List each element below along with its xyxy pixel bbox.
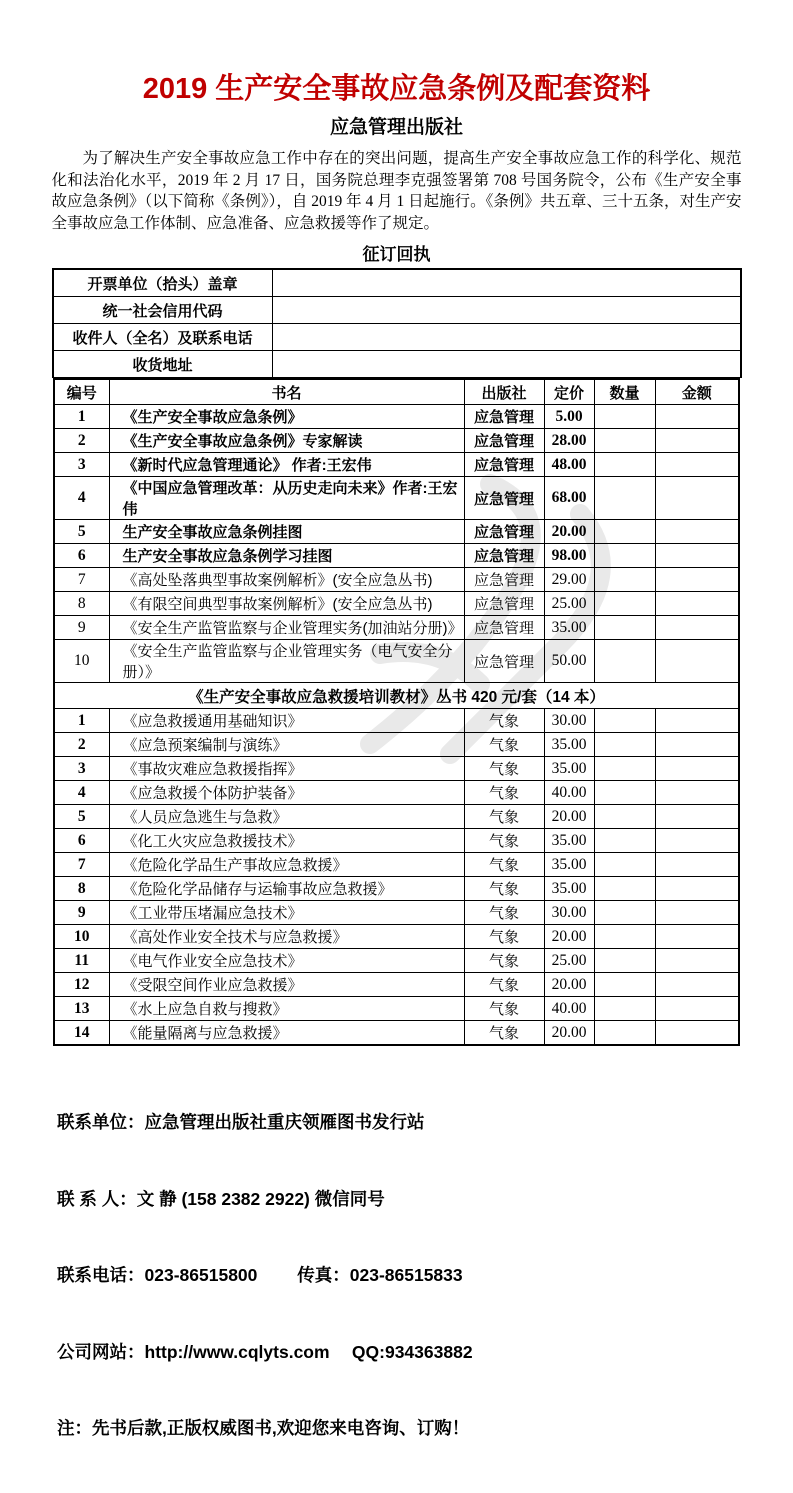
price-cell: 35.00 bbox=[544, 853, 594, 877]
book-row bbox=[54, 877, 739, 901]
contact-person-line: 联 系 人：文 静 (158 2382 2922) 微信同号 bbox=[57, 1188, 385, 1209]
row-number-cell: 11 bbox=[54, 949, 109, 973]
info-label-invoice-unit: 开票单位（拾头）盖章 bbox=[53, 269, 273, 297]
book-row bbox=[54, 616, 739, 640]
publisher-cell: 气象 bbox=[464, 757, 544, 781]
amount-cell bbox=[655, 997, 739, 1021]
book-title-cell: 《高处作业安全技术与应急救援》 bbox=[109, 925, 464, 949]
book-title-cell: 《水上应急自救与搜救》 bbox=[109, 997, 464, 1021]
row-number-cell: 1 bbox=[54, 709, 109, 733]
row-number-cell: 10 bbox=[54, 640, 109, 683]
row-number-cell: 2 bbox=[54, 429, 109, 453]
price-cell: 48.00 bbox=[544, 453, 594, 477]
price-cell: 35.00 bbox=[544, 733, 594, 757]
quantity-cell bbox=[594, 1021, 655, 1046]
publisher-cell: 气象 bbox=[464, 997, 544, 1021]
publisher-cell: 应急管理 bbox=[464, 544, 544, 568]
book-title-cell: 《能量隔离与应急救援》 bbox=[109, 1021, 464, 1046]
book-row bbox=[54, 592, 739, 616]
publisher-cell: 气象 bbox=[464, 1021, 544, 1046]
row-number-cell: 6 bbox=[54, 544, 109, 568]
column-header-amount: 金额 bbox=[655, 379, 739, 405]
info-row bbox=[53, 297, 741, 324]
row-number-cell: 5 bbox=[54, 520, 109, 544]
price-cell: 20.00 bbox=[544, 973, 594, 997]
column-header-title: 书名 bbox=[109, 379, 464, 405]
publisher-cell: 气象 bbox=[464, 709, 544, 733]
amount-cell bbox=[655, 592, 739, 616]
row-number-cell: 1 bbox=[54, 405, 109, 429]
amount-cell bbox=[655, 949, 739, 973]
book-title-cell: 《安全生产监管监察与企业管理实务（电气安全分册）》 bbox=[109, 640, 464, 683]
quantity-cell bbox=[594, 925, 655, 949]
amount-cell bbox=[655, 733, 739, 757]
column-header-number: 编号 bbox=[54, 379, 109, 405]
publisher-cell: 应急管理 bbox=[464, 405, 544, 429]
contact-note-line: 注：先书后款,正版权威图书,欢迎您来电咨询、订购！ bbox=[57, 1418, 470, 1439]
contact-block bbox=[57, 1059, 793, 1493]
row-number-cell: 8 bbox=[54, 877, 109, 901]
price-cell: 30.00 bbox=[544, 901, 594, 925]
quantity-cell bbox=[594, 592, 655, 616]
row-number-cell: 12 bbox=[54, 973, 109, 997]
amount-cell bbox=[655, 616, 739, 640]
column-header-publisher: 出版社 bbox=[464, 379, 544, 405]
amount-cell bbox=[655, 544, 739, 568]
quantity-cell bbox=[594, 949, 655, 973]
amount-cell bbox=[655, 805, 739, 829]
book-row bbox=[54, 520, 739, 544]
quantity-cell bbox=[594, 568, 655, 592]
amount-cell bbox=[655, 520, 739, 544]
row-number-cell: 4 bbox=[54, 781, 109, 805]
publisher-cell: 气象 bbox=[464, 901, 544, 925]
book-row bbox=[54, 829, 739, 853]
book-row bbox=[54, 781, 739, 805]
book-title-cell: 《危险化学品生产事故应急救援》 bbox=[109, 853, 464, 877]
amount-cell bbox=[655, 757, 739, 781]
book-table bbox=[53, 378, 740, 1046]
publisher-cell: 应急管理 bbox=[464, 520, 544, 544]
price-cell: 20.00 bbox=[544, 520, 594, 544]
row-number-cell: 13 bbox=[54, 997, 109, 1021]
publisher-cell: 气象 bbox=[464, 949, 544, 973]
intro-paragraph: 为了解决生产安全事故应急工作中存在的突出问题，提高生产安全事故应急工作的科学化、规范化和法治化水平，2019 年 2 月 17 日，国务院总理李克强签署第 708 号国务院令，公布《生产安全事故应急条例》（以下简称《条例》），自 2019 年 4 月 1 日起施行。《条例》共五章、三十五条，对生产安全事故应急工作体制、应急准备、应急救援等作了规定。 bbox=[51, 149, 742, 233]
row-number-cell: 10 bbox=[54, 925, 109, 949]
price-cell: 25.00 bbox=[544, 949, 594, 973]
publisher-cell: 应急管理 bbox=[464, 477, 544, 520]
book-row bbox=[54, 757, 739, 781]
price-cell: 35.00 bbox=[544, 757, 594, 781]
publisher-cell: 气象 bbox=[464, 853, 544, 877]
publisher-cell: 应急管理 bbox=[464, 568, 544, 592]
amount-cell bbox=[655, 901, 739, 925]
book-row bbox=[54, 901, 739, 925]
quantity-cell bbox=[594, 901, 655, 925]
book-row bbox=[54, 853, 739, 877]
book-row bbox=[54, 949, 739, 973]
book-title-cell: 《电气作业安全应急技术》 bbox=[109, 949, 464, 973]
book-title-cell: 《新时代应急管理通论》 作者:王宏伟 bbox=[109, 453, 464, 477]
amount-cell bbox=[655, 405, 739, 429]
quantity-cell bbox=[594, 997, 655, 1021]
book-title-cell: 《应急救援个体防护装备》 bbox=[109, 781, 464, 805]
book-row bbox=[54, 1021, 739, 1046]
price-cell: 5.00 bbox=[544, 405, 594, 429]
price-cell: 50.00 bbox=[544, 640, 594, 683]
amount-cell bbox=[655, 925, 739, 949]
price-cell: 20.00 bbox=[544, 1021, 594, 1046]
quantity-cell bbox=[594, 520, 655, 544]
contact-phone-line: 联系电话：023-86515800 传真：023-86515833 bbox=[57, 1265, 463, 1286]
book-title-cell: 《有限空间典型事故案例解析》(安全应急丛书) bbox=[109, 592, 464, 616]
publisher-cell: 气象 bbox=[464, 877, 544, 901]
book-title-cell: 《高处坠落典型事故案例解析》(安全应急丛书) bbox=[109, 568, 464, 592]
publisher-cell: 气象 bbox=[464, 925, 544, 949]
book-table-section-divider bbox=[54, 683, 739, 709]
column-header-price: 定价 bbox=[544, 379, 594, 405]
quantity-cell bbox=[594, 640, 655, 683]
row-number-cell: 3 bbox=[54, 453, 109, 477]
column-header-quantity: 数量 bbox=[594, 379, 655, 405]
book-title-cell: 《生产安全事故应急条例》专家解读 bbox=[109, 429, 464, 453]
price-cell: 30.00 bbox=[544, 709, 594, 733]
row-number-cell: 4 bbox=[54, 477, 109, 520]
amount-cell bbox=[655, 1021, 739, 1046]
book-row bbox=[54, 709, 739, 733]
book-table-section1 bbox=[54, 405, 739, 683]
row-number-cell: 8 bbox=[54, 592, 109, 616]
price-cell: 35.00 bbox=[544, 616, 594, 640]
info-row bbox=[53, 324, 741, 351]
publisher-cell: 气象 bbox=[464, 733, 544, 757]
quantity-cell bbox=[594, 733, 655, 757]
row-number-cell: 7 bbox=[54, 853, 109, 877]
quantity-cell bbox=[594, 616, 655, 640]
publisher-cell: 应急管理 bbox=[464, 453, 544, 477]
book-title-cell: 《受限空间作业应急救援》 bbox=[109, 973, 464, 997]
publisher-cell: 应急管理 bbox=[464, 640, 544, 683]
amount-cell bbox=[655, 453, 739, 477]
price-cell: 28.00 bbox=[544, 429, 594, 453]
info-value-invoice-unit bbox=[272, 269, 741, 297]
series-header-row bbox=[54, 683, 739, 709]
book-title-cell: 《安全生产监管监察与企业管理实务(加油站分册)》 bbox=[109, 616, 464, 640]
order-info-table bbox=[52, 268, 742, 378]
book-title-cell: 生产安全事故应急条例挂图 bbox=[109, 520, 464, 544]
publisher-cell: 应急管理 bbox=[464, 592, 544, 616]
price-cell: 98.00 bbox=[544, 544, 594, 568]
book-row bbox=[54, 453, 739, 477]
amount-cell bbox=[655, 877, 739, 901]
amount-cell bbox=[655, 709, 739, 733]
publisher-cell: 应急管理 bbox=[464, 429, 544, 453]
amount-cell bbox=[655, 781, 739, 805]
book-title-cell: 《工业带压堵漏应急技术》 bbox=[109, 901, 464, 925]
info-value-address bbox=[272, 351, 741, 378]
quantity-cell bbox=[594, 709, 655, 733]
book-row bbox=[54, 925, 739, 949]
info-label-credit-code: 统一社会信用代码 bbox=[53, 297, 273, 324]
page-title: 2019 生产安全事故应急条例及配套资料 bbox=[142, 73, 651, 105]
book-title-cell: 生产安全事故应急条例学习挂图 bbox=[109, 544, 464, 568]
quantity-cell bbox=[594, 829, 655, 853]
publisher-cell: 气象 bbox=[464, 829, 544, 853]
quantity-cell bbox=[594, 429, 655, 453]
book-title-cell: 《生产安全事故应急条例》 bbox=[109, 405, 464, 429]
price-cell: 25.00 bbox=[544, 592, 594, 616]
quantity-cell bbox=[594, 973, 655, 997]
book-row bbox=[54, 805, 739, 829]
quantity-cell bbox=[594, 453, 655, 477]
book-row bbox=[54, 405, 739, 429]
row-number-cell: 7 bbox=[54, 568, 109, 592]
quantity-cell bbox=[594, 805, 655, 829]
quantity-cell bbox=[594, 544, 655, 568]
book-title-cell: 《应急救援通用基础知识》 bbox=[109, 709, 464, 733]
form-title: 征订回执 bbox=[362, 245, 431, 265]
amount-cell bbox=[655, 640, 739, 683]
book-row bbox=[54, 544, 739, 568]
info-label-recipient: 收件人（全名）及联系电话 bbox=[53, 324, 273, 351]
quantity-cell bbox=[594, 757, 655, 781]
info-value-recipient bbox=[272, 324, 741, 351]
price-cell: 29.00 bbox=[544, 568, 594, 592]
book-title-cell: 《化工火灾应急救援技术》 bbox=[109, 829, 464, 853]
book-row bbox=[54, 640, 739, 683]
quantity-cell bbox=[594, 781, 655, 805]
quantity-cell bbox=[594, 853, 655, 877]
amount-cell bbox=[655, 568, 739, 592]
quantity-cell bbox=[594, 405, 655, 429]
book-table-header-row bbox=[54, 379, 739, 405]
contact-website-line: 公司网站：http://www.cqlyts.com QQ:934363882 bbox=[57, 1341, 473, 1362]
contact-unit-line: 联系单位：应急管理出版社重庆领雁图书发行站 bbox=[57, 1112, 425, 1133]
row-number-cell: 14 bbox=[54, 1021, 109, 1046]
publisher-cell: 气象 bbox=[464, 805, 544, 829]
document-page bbox=[0, 73, 793, 1439]
book-title-cell: 《事故灾难应急救援指挥》 bbox=[109, 757, 464, 781]
book-row bbox=[54, 973, 739, 997]
price-cell: 35.00 bbox=[544, 877, 594, 901]
book-row bbox=[54, 477, 739, 520]
info-label-address: 收货地址 bbox=[53, 351, 273, 378]
amount-cell bbox=[655, 429, 739, 453]
amount-cell bbox=[655, 973, 739, 997]
publisher-subtitle: 应急管理出版社 bbox=[329, 116, 463, 138]
price-cell: 40.00 bbox=[544, 781, 594, 805]
book-title-cell: 《人员应急逃生与急救》 bbox=[109, 805, 464, 829]
info-row bbox=[53, 269, 741, 297]
row-number-cell: 6 bbox=[54, 829, 109, 853]
row-number-cell: 5 bbox=[54, 805, 109, 829]
row-number-cell: 9 bbox=[54, 616, 109, 640]
row-number-cell: 3 bbox=[54, 757, 109, 781]
price-cell: 20.00 bbox=[544, 805, 594, 829]
amount-cell bbox=[655, 477, 739, 520]
price-cell: 35.00 bbox=[544, 829, 594, 853]
book-table-section2 bbox=[54, 709, 739, 1046]
book-title-cell: 《应急预案编制与演练》 bbox=[109, 733, 464, 757]
series-header-text: 《生产安全事故应急救援培训教材》丛书 420 元/套（14 本） bbox=[54, 683, 739, 709]
book-row bbox=[54, 429, 739, 453]
row-number-cell: 2 bbox=[54, 733, 109, 757]
amount-cell bbox=[655, 829, 739, 853]
quantity-cell bbox=[594, 477, 655, 520]
publisher-cell: 气象 bbox=[464, 781, 544, 805]
book-title-cell: 《中国应急管理改革：从历史走向未来》作者:王宏伟 bbox=[109, 477, 464, 520]
book-row bbox=[54, 733, 739, 757]
book-row bbox=[54, 568, 739, 592]
price-cell: 68.00 bbox=[544, 477, 594, 520]
info-row bbox=[53, 351, 741, 378]
info-value-credit-code bbox=[272, 297, 741, 324]
quantity-cell bbox=[594, 877, 655, 901]
price-cell: 40.00 bbox=[544, 997, 594, 1021]
publisher-cell: 应急管理 bbox=[464, 616, 544, 640]
row-number-cell: 9 bbox=[54, 901, 109, 925]
book-row bbox=[54, 997, 739, 1021]
book-title-cell: 《危险化学品储存与运输事故应急救援》 bbox=[109, 877, 464, 901]
amount-cell bbox=[655, 853, 739, 877]
price-cell: 20.00 bbox=[544, 925, 594, 949]
publisher-cell: 气象 bbox=[464, 973, 544, 997]
